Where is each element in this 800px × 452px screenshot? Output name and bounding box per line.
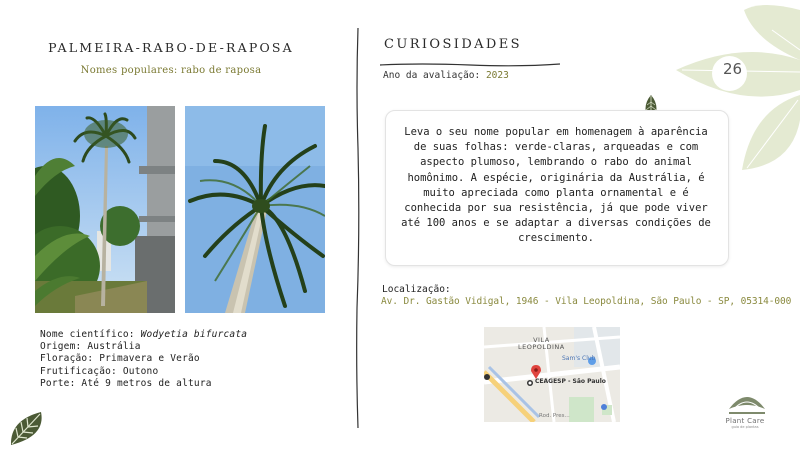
fact-flowering: Floração: Primavera e Verão: [40, 353, 200, 365]
popular-names: Nomes populares: rabo de raposa: [80, 65, 262, 76]
map-poi-ceagesp: CEAGESP - São Paulo: [535, 378, 606, 385]
column-divider: [352, 28, 364, 428]
plant-photo-garden: [35, 106, 175, 313]
evaluation-year: Ano da avaliação: 2023: [383, 70, 509, 81]
map-poi-sams: Sam's Club: [562, 355, 596, 362]
description-text: Leva o seu nome popular em homenagem à aparência de suas folhas: verde-claras, arqueadas e com aspecto plumoso, lembrando o rabo do animal homônimo. A espécie, originária da Austrália, é muito apreciada como planta ornamental e é conhecida por sua resistência, já que pode viver até 100 anos e se adaptar a diversas condições de crescimento.: [401, 126, 711, 245]
location-label: Localização:: [382, 284, 451, 295]
leaf-icon: [8, 408, 48, 452]
plant-title: PALMEIRA-RABO-DE-RAPOSA: [48, 40, 294, 55]
fact-fruiting: Frutificação: Outono: [40, 365, 159, 377]
year-value: 2023: [485, 70, 509, 81]
plant-facts: [40, 329, 247, 390]
curiosities-title: CURIOSIDADES: [384, 37, 522, 52]
fact-scientific-name: Nome científico: Wodyetia bifurcata: [40, 329, 248, 340]
map-district-label: VILA LEOPOLDINA: [518, 336, 565, 351]
scientific-name-value: Wodyetia bifurcata: [140, 329, 248, 340]
location-address[interactable]: Av. Dr. Gastão Vidigal, 1946 - Vila Leopoldina, São Paulo - SP, 05314-000: [381, 296, 792, 307]
fact-origin: Origem: Austrália: [40, 341, 141, 353]
location-map[interactable]: [484, 327, 620, 422]
title-underline: [380, 54, 560, 62]
page-number: 26: [722, 60, 743, 78]
plant-care-logo-text: Plant Care: [725, 417, 765, 425]
plant-photo-canopy: [185, 106, 325, 313]
fact-size: Porte: Até 9 metros de altura: [40, 377, 212, 389]
plant-care-tagline: guia de plantas: [731, 425, 759, 429]
map-road-label: Rod. Pres...: [539, 413, 570, 419]
